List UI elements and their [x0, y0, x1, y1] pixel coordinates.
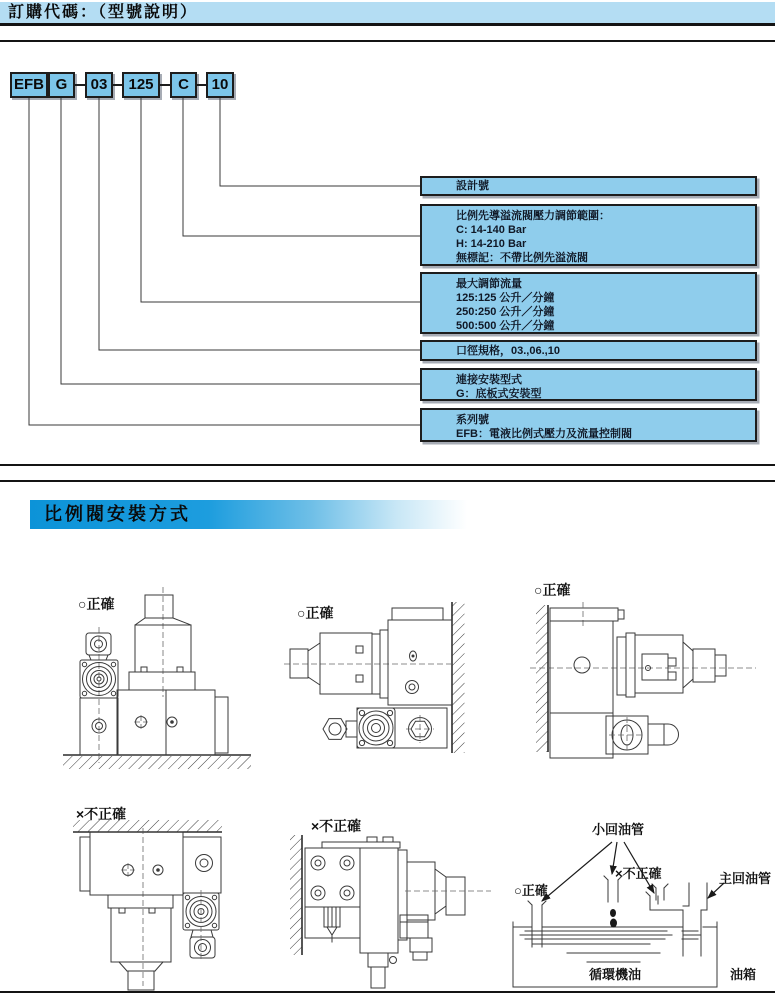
code-box-pressure: C — [170, 72, 197, 98]
callout-mounting-type — [420, 368, 757, 401]
code-box-design: 10 — [206, 72, 234, 98]
callout-line: 設計號 — [456, 180, 489, 192]
code-dash — [75, 84, 85, 86]
code-dash — [197, 84, 206, 86]
callout-pressure-range — [420, 204, 757, 266]
label-incorrect-2: ×不正確 — [311, 818, 362, 834]
label-correct-2: ○正確 — [297, 605, 334, 621]
section-title-ordering-code: 訂購代碼：（型號說明） — [0, 2, 775, 23]
callout-line: 最大調節流量 — [456, 278, 522, 290]
callout-line: 連接安裝型式 — [456, 374, 522, 386]
callout-design-number — [420, 176, 757, 196]
label-tank-correct: ○正確 — [514, 883, 548, 898]
oil-drop — [610, 909, 616, 917]
callout-line: G：底板式安裝型 — [456, 388, 542, 400]
callout-line: EFB：電液比例式壓力及流量控制閥 — [456, 428, 632, 440]
oil-drop — [610, 919, 617, 928]
label-oil-tank: 油箱 — [730, 967, 757, 982]
divider-thick — [0, 23, 775, 26]
label-small-return-pipe: 小回油管 — [592, 822, 645, 837]
oil-surface — [520, 931, 700, 962]
code-dash — [113, 84, 122, 86]
callout-port-size — [420, 340, 757, 361]
callout-series-number — [420, 408, 757, 442]
callout-line: 系列號 — [456, 414, 489, 426]
label-circulating-oil: 循環機油 — [589, 967, 642, 982]
callout-line: C: 14-140 Bar — [456, 224, 527, 236]
callout-max-flow — [420, 272, 757, 334]
wall-hatch — [536, 605, 548, 752]
code-box-flow: 125 — [122, 72, 160, 98]
diagram-correct-wall-mount-left — [530, 580, 760, 770]
section-title-mounting: 比例閥安裝方式 — [30, 500, 500, 529]
ground-hatch — [63, 756, 251, 769]
callout-line: 口徑規格，03.,06.,10 — [456, 344, 560, 357]
label-main-return-pipe: 主回油管 — [719, 871, 772, 886]
label-tank-incorrect: ×不正確 — [615, 866, 662, 881]
divider-double-bottom — [0, 480, 775, 482]
label-incorrect-1: ×不正確 — [76, 806, 127, 822]
callout-line: H: 14-210 Bar — [456, 238, 527, 250]
callout-line: 250:250 公升／分鐘 — [456, 306, 555, 318]
code-box-g: G — [48, 72, 75, 98]
code-dash — [160, 84, 170, 86]
label-correct-3: ○正確 — [534, 582, 571, 598]
pipe-into-main-return — [652, 884, 668, 900]
callout-line: 無標記：不帶比例先溢流閥 — [456, 252, 588, 264]
pipe-correct — [528, 901, 546, 947]
divider-thin — [0, 40, 775, 42]
divider-double-top — [0, 464, 775, 466]
callout-line: 125:125 公升／分鐘 — [456, 292, 555, 304]
code-box-efb: EFB — [10, 72, 48, 98]
callout-line: 比例先導溢流閥壓力調節範圍： — [456, 210, 610, 222]
code-box-size: 03 — [85, 72, 113, 98]
main-return-pipe — [646, 883, 707, 956]
diagram-incorrect-ceiling-mount — [40, 800, 270, 990]
wall-hatch — [453, 602, 465, 753]
pipe-incorrect — [604, 876, 622, 928]
callout-line: 500:500 公升／分鐘 — [456, 320, 555, 332]
divider-bottom — [0, 991, 775, 993]
label-correct-1: ○正確 — [78, 596, 115, 612]
wall-hatch — [290, 835, 302, 955]
